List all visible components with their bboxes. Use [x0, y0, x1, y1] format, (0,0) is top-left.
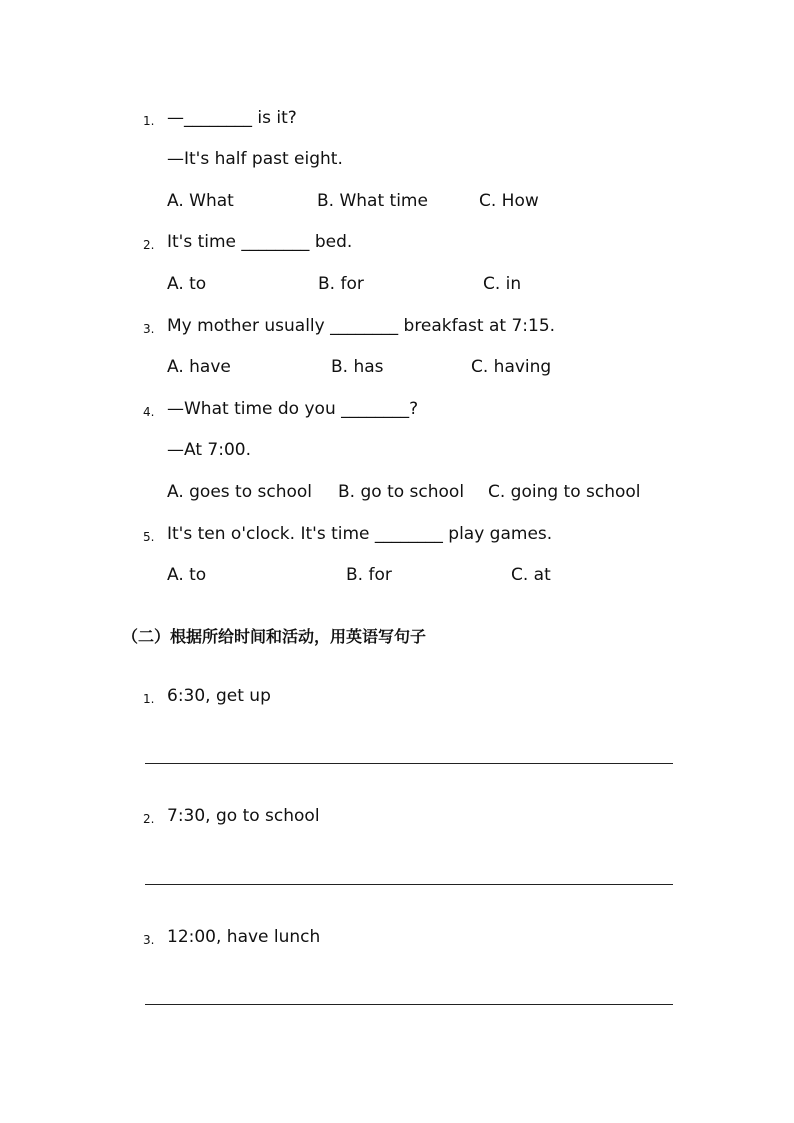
question-3-option-a: A. have	[167, 357, 231, 377]
question-3-number: 3.	[143, 322, 155, 336]
writing-item-3-prompt: 12:00, have lunch	[167, 927, 321, 947]
question-3-option-b: B. has	[331, 357, 384, 377]
writing-item-3-answer-line[interactable]	[145, 1004, 673, 1005]
question-5-number: 5.	[143, 530, 155, 544]
writing-item-1-number: 1.	[143, 692, 155, 706]
question-2-option-b: B. for	[318, 274, 364, 294]
question-3-option-c: C. having	[471, 357, 552, 377]
question-4-number: 4.	[143, 405, 155, 419]
question-4-stem: —What time do you ________?	[167, 399, 419, 419]
question-1-answer-line: —It's half past eight.	[167, 149, 343, 169]
question-4-option-a: A. goes to school	[167, 482, 313, 502]
question-5-stem: It's ten o'clock. It's time ________ play games.	[167, 524, 553, 544]
question-1-option-a: A. What	[167, 191, 234, 211]
question-3-stem: My mother usually ________ breakfast at 7:15.	[167, 316, 556, 336]
question-4-option-b: B. go to school	[338, 482, 465, 502]
question-2-option-a: A. to	[167, 274, 207, 294]
question-1-number: 1.	[143, 114, 155, 128]
question-1-stem: —________ is it?	[167, 108, 297, 128]
writing-item-1-prompt: 6:30, get up	[167, 686, 271, 706]
question-5-option-a: A. to	[167, 565, 207, 585]
question-4-option-c: C. going to school	[488, 482, 641, 502]
writing-item-2-number: 2.	[143, 812, 155, 826]
question-1-option-b: B. What time	[317, 191, 428, 211]
question-2-option-c: C. in	[483, 274, 522, 294]
question-4-answer-line: —At 7:00.	[167, 440, 251, 460]
question-5-option-b: B. for	[346, 565, 392, 585]
writing-item-2-prompt: 7:30, go to school	[167, 806, 320, 826]
question-1-option-c: C. How	[479, 191, 539, 211]
writing-item-1-answer-line[interactable]	[145, 763, 673, 764]
question-2-number: 2.	[143, 238, 155, 252]
section-2-heading: （二）根据所给时间和活动，用英语写句子	[122, 627, 427, 646]
question-5-option-c: C. at	[511, 565, 551, 585]
writing-item-2-answer-line[interactable]	[145, 884, 673, 885]
writing-item-3-number: 3.	[143, 933, 155, 947]
question-2-stem: It's time ________ bed.	[167, 232, 353, 252]
